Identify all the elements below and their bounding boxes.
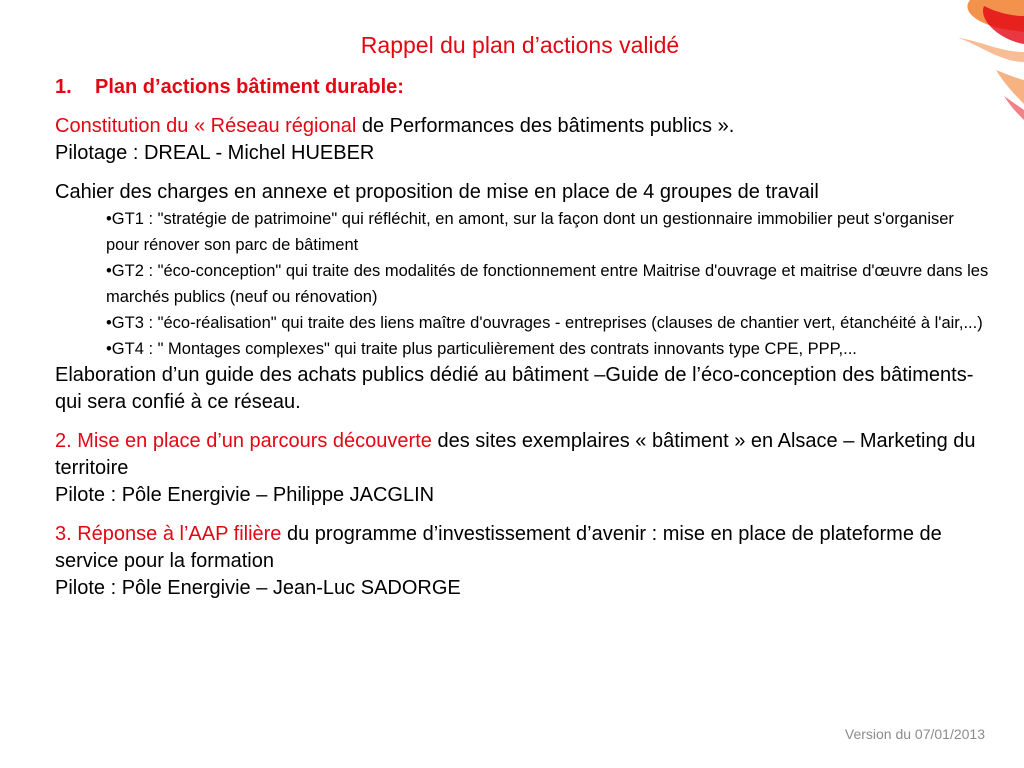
work-group-gt4: •GT4 : " Montages complexes" qui traite plus particulièrement des contrats innovants type CPE, PPP,...	[106, 340, 857, 358]
section-3-pilote: Pilote : Pôle Energivie – Jean-Luc SADORGE	[55, 577, 461, 599]
constitution-paragraph	[55, 113, 990, 140]
section-2-pilote: Pilote : Pôle Energivie – Philippe JACGLIN	[55, 484, 435, 506]
slide-content	[55, 73, 990, 602]
slide-title: Rappel du plan d’actions validé	[360, 32, 680, 58]
section-1-heading	[55, 73, 990, 101]
section-3-paragraph	[55, 521, 990, 575]
section-3-red-text: 3. Réponse à l’AAP filière	[55, 523, 282, 545]
work-group-gt1: •GT1 : "stratégie de patrimoine" qui réfléchit, en amont, sur la façon dont un gestionnaire immobilier peut s'organiser pour rénover son parc de bâtiment	[106, 210, 954, 254]
section-1-title: Plan d’actions bâtiment durable:	[95, 76, 404, 98]
section-1-number: 1.	[55, 76, 72, 98]
work-group-gt3: •GT3 : "éco-réalisation" qui traite des liens maître d'ouvrages - entreprises (clauses de chantier vert, étanchéité à l'air,...)	[106, 314, 983, 332]
constitution-text: de Performances des bâtiments publics ».	[356, 115, 735, 137]
work-group-list	[106, 206, 990, 362]
cahier-paragraph: Cahier des charges en annexe et proposition de mise en place de 4 groupes de travail	[55, 181, 819, 203]
section-2-paragraph	[55, 428, 990, 482]
work-group-gt2: •GT2 : "éco-conception" qui traite des modalités de fonctionnement entre Maitrise d'ouvrage et maitrise d'œuvre dans les marchés publics (neuf ou rénovation)	[106, 262, 989, 306]
section-2-text: des sites exemplaires « bâtiment » en Alsace – Marketing du territoire	[55, 430, 976, 479]
section-3-text: du programme d’investissement d’avenir : mise en place de plateforme de service pour la formation	[55, 523, 942, 572]
section-2-red-text: 2. Mise en place d’un parcours découverte	[55, 430, 432, 452]
constitution-red-text: Constitution du « Réseau régional	[55, 115, 357, 137]
version-label: Version du 07/01/2013	[844, 726, 985, 742]
elaboration-paragraph: Elaboration d’un guide des achats publics dédié au bâtiment –Guide de l’éco-conception des bâtiments- qui sera confié à ce réseau.	[55, 364, 974, 413]
pilotage-line: Pilotage : DREAL - Michel HUEBER	[55, 142, 375, 164]
